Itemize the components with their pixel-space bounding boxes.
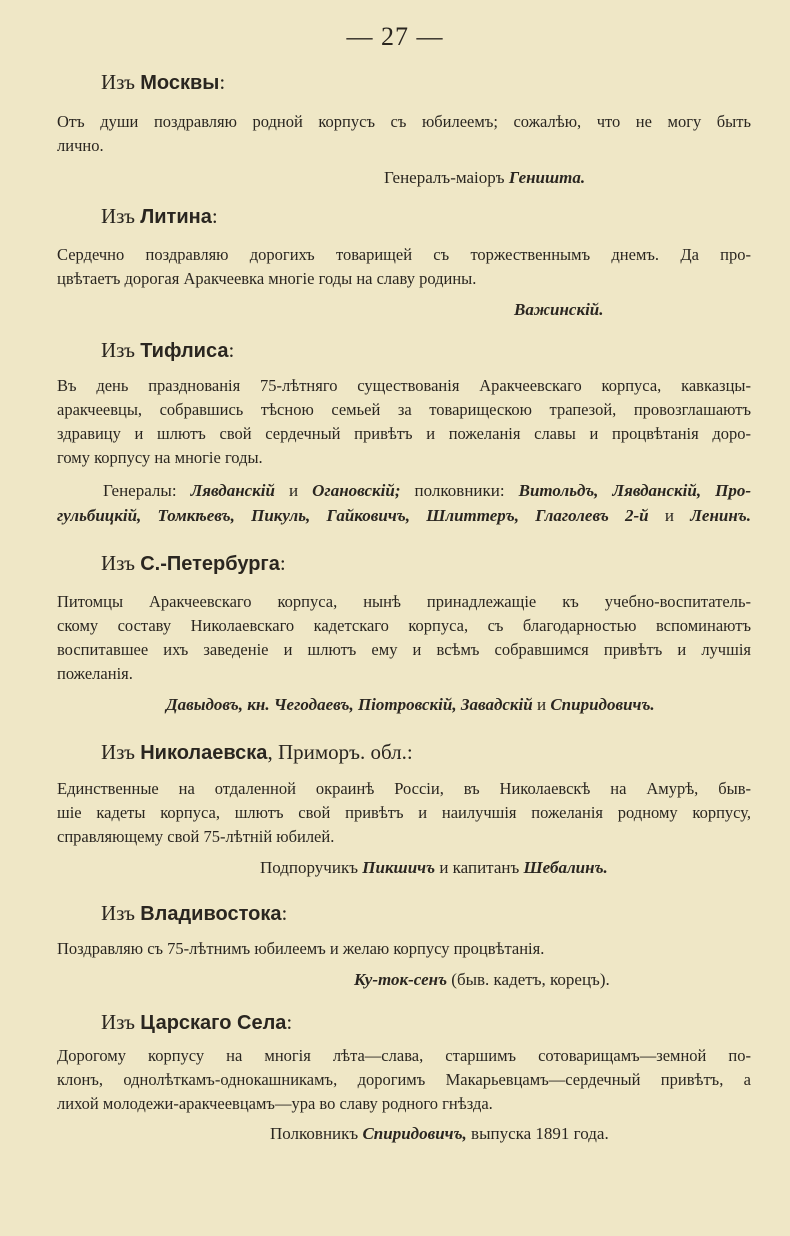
- signature-name: Геништа.: [508, 168, 586, 187]
- signature-name: гульбицкій, Томкѣевъ, Пикуль, Гайковичъ, Шлиттеръ, Глаголевъ 2-й: [57, 506, 649, 525]
- message-line: лично.: [57, 136, 104, 155]
- heading-city: С.-Петербурга: [140, 553, 280, 575]
- message-line: Отъ души поздравляю родной корпусъ съ юбилеемъ; сожалѣю, что не могу быть: [57, 112, 751, 131]
- signature-text: и: [274, 481, 313, 500]
- page-number: — 27 —: [346, 22, 444, 51]
- message-line: цвѣтаетъ дорогая Аракчеевка многіе годы на славу родины.: [57, 269, 477, 288]
- signature-vladivostok: [354, 970, 610, 990]
- message-line: пожеланія.: [57, 664, 133, 683]
- message-line: клонъ, однолѣткамъ-однокашникамъ, дорогимъ Макарьевцамъ—сердечный привѣтъ, а: [57, 1070, 751, 1089]
- heading-city: Николаевска: [140, 742, 268, 764]
- signature-name: Давыдовъ, кн. Чегодаевъ, Піотровскій, Завадскій: [166, 695, 533, 714]
- heading-city: Москвы: [140, 72, 220, 94]
- heading-suffix: :: [219, 70, 226, 94]
- heading-suffix: :: [286, 1010, 293, 1034]
- heading-suffix: , Приморъ. обл.:: [267, 740, 413, 764]
- message-line: здравицу и шлютъ свой сердечный привѣтъ и пожеланія славы и процвѣтанія доро-: [57, 424, 751, 443]
- signature-name: Спиридовичъ.: [550, 695, 655, 714]
- message-line: Сердечно поздравляю дорогихъ товарищей съ торжественнымъ днемъ. Да про-: [57, 245, 751, 264]
- heading-city: Тифлиса: [140, 340, 229, 362]
- signature-line: [103, 478, 751, 503]
- signature-text: выпуска 1891 года.: [466, 1124, 609, 1143]
- signature-name: Ку-ток-сенъ: [354, 970, 448, 989]
- heading-suffix: :: [279, 551, 286, 575]
- signature-nikolaevsk: [260, 858, 608, 878]
- signature-name: Ленинъ.: [690, 506, 751, 525]
- heading-city: Литина: [140, 206, 212, 228]
- message-line: Поздравляю съ 75-лѣтнимъ юбилеемъ и желаю корпусу процвѣтанія.: [57, 939, 545, 958]
- signature-text: полковники:: [400, 481, 519, 500]
- heading-prefix: Изъ: [101, 901, 135, 925]
- section-heading-nikolaevsk: [101, 740, 413, 765]
- signature-text: Полковникъ: [270, 1124, 363, 1143]
- message-vladivostok: [57, 937, 751, 961]
- signature-text: (быв. кадетъ, корецъ).: [447, 970, 610, 989]
- signature-spb: [166, 695, 655, 715]
- signature-name: Важинскій.: [514, 300, 604, 319]
- heading-city: Царскаго Села: [140, 1012, 287, 1034]
- section-heading-vladivostok: [101, 901, 287, 926]
- heading-prefix: Изъ: [101, 204, 135, 228]
- section-heading-tsarskoe-selo: [101, 1010, 292, 1035]
- signature-line: [57, 503, 751, 528]
- heading-city: Владивостока: [140, 903, 282, 925]
- section-heading-litin: [101, 204, 218, 229]
- message-line: воспитавшее ихъ заведеніе и шлютъ ему и всѣмъ собравшимся привѣтъ и лучшія: [57, 640, 751, 659]
- section-heading-moscow: [101, 70, 225, 95]
- signature-moscow: [384, 168, 585, 188]
- section-heading-tiflis: [101, 338, 234, 363]
- message-line: Единственные на отдаленной окраинѣ Россіи, въ Николаевскѣ на Амурѣ, быв-: [57, 779, 751, 798]
- message-nikolaevsk: [57, 777, 751, 849]
- message-line: шіе кадеты корпуса, шлютъ свой привѣтъ и наилучшія пожеланія родному корпусу,: [57, 803, 751, 822]
- heading-suffix: :: [281, 901, 288, 925]
- message-line: Дорогому корпусу на многія лѣта—слава, старшимъ сотоварищамъ—земной по-: [57, 1046, 751, 1065]
- signature-tsarskoe-selo: [270, 1124, 609, 1144]
- signature-text: и: [532, 695, 551, 714]
- message-line: справляющему свой 75-лѣтній юбилей.: [57, 827, 335, 846]
- signature-rank: Генералъ-маіоръ: [384, 168, 505, 187]
- message-line: скому составу Николаевскаго кадетскаго корпуса, съ благодарностью вспоминаютъ: [57, 616, 751, 635]
- message-line: лихой молодежи-аракчеевцамъ—ура во славу родного гнѣзда.: [57, 1094, 493, 1113]
- signature-name: Огановскій;: [312, 481, 401, 500]
- message-line: Въ день празднованія 75-лѣтняго существованія Аракчеевскаго корпуса, кавказцы-: [57, 376, 751, 395]
- message-line: аракчеевцы, собравшись тѣсною семьей за товарищескою трапезой, провозглашаютъ: [57, 400, 751, 419]
- signature-text: и капитанъ: [435, 858, 524, 877]
- signature-name: Витольдъ, Лявданскій, Про-: [518, 481, 751, 500]
- heading-prefix: Изъ: [101, 70, 135, 94]
- message-moscow: [57, 110, 751, 158]
- signature-text: Подпоручикъ: [260, 858, 363, 877]
- signature-name: Спиридовичъ,: [362, 1124, 467, 1143]
- message-spb: [57, 590, 751, 686]
- signature-name: Шебалинъ.: [523, 858, 608, 877]
- signature-name: Пикшичъ: [362, 858, 436, 877]
- message-litin: [57, 243, 751, 291]
- signature-text: и: [648, 506, 691, 525]
- heading-suffix: :: [228, 338, 235, 362]
- message-tiflis: [57, 374, 751, 470]
- signature-tiflis: [57, 478, 751, 528]
- heading-prefix: Изъ: [101, 1010, 135, 1034]
- signature-text: Генералы:: [103, 481, 191, 500]
- message-tsarskoe-selo: [57, 1044, 751, 1116]
- heading-prefix: Изъ: [101, 551, 135, 575]
- heading-prefix: Изъ: [101, 338, 135, 362]
- section-heading-spb: [101, 551, 286, 576]
- signature-litin: [514, 300, 604, 320]
- heading-prefix: Изъ: [101, 740, 135, 764]
- signature-name: Лявданскій: [190, 481, 275, 500]
- message-line: Питомцы Аракчеевскаго корпуса, нынѣ принадлежащіе къ учебно-воспитатель-: [57, 592, 751, 611]
- message-line: гому корпусу на многіе годы.: [57, 448, 263, 467]
- heading-suffix: :: [211, 204, 218, 228]
